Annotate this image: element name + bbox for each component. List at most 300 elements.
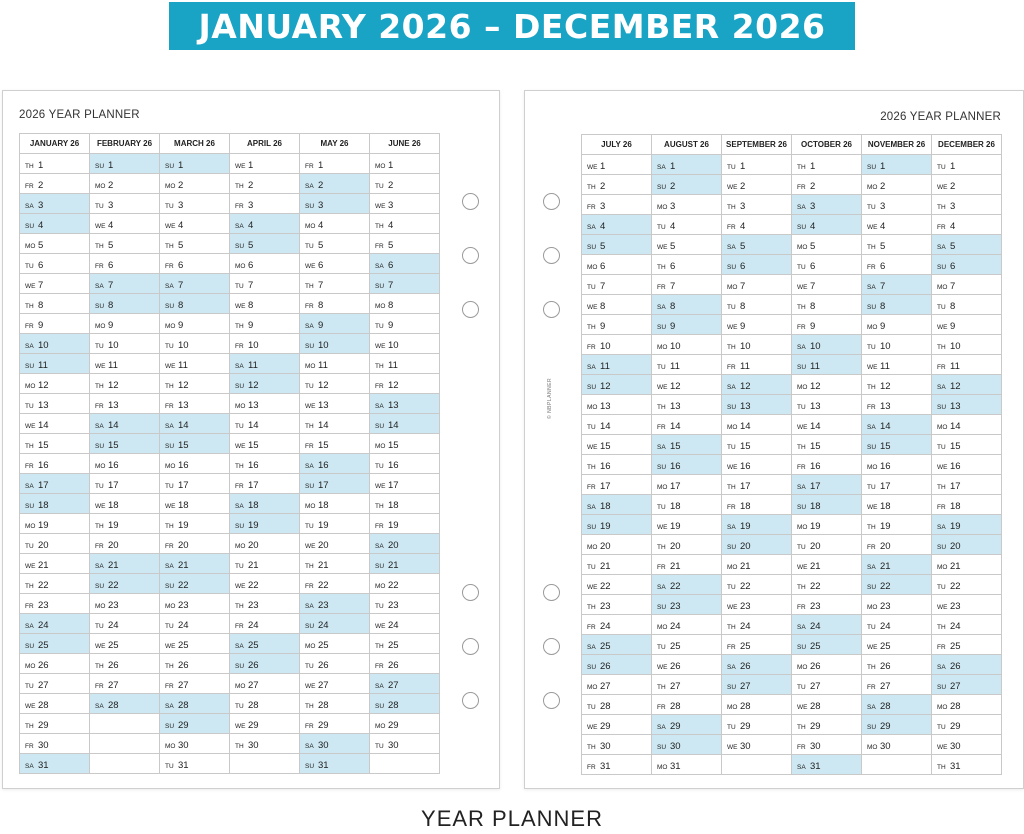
day-cell [160, 354, 230, 374]
day-cell [20, 634, 90, 654]
day-row [582, 635, 1002, 655]
day-number: 20 [670, 540, 681, 552]
weekday-label: WE [587, 583, 598, 591]
weekday-label: MO [867, 743, 878, 751]
weekday-label: SA [797, 623, 806, 631]
day-number: 9 [318, 319, 324, 331]
day-cell [862, 615, 932, 635]
day-cell [160, 334, 230, 354]
weekday-label: WE [25, 702, 36, 710]
day-number: 31 [670, 760, 681, 772]
day-cell [300, 194, 370, 214]
day-number: 11 [178, 359, 188, 371]
day-cell [160, 574, 230, 594]
day-row [20, 554, 440, 574]
day-number: 19 [388, 519, 399, 531]
weekday-label: MO [165, 742, 176, 750]
day-number: 3 [248, 199, 254, 211]
weekday-label: WE [587, 303, 598, 311]
day-cell [90, 314, 160, 334]
day-cell [862, 455, 932, 475]
day-cell [90, 454, 160, 474]
day-cell [160, 674, 230, 694]
day-number: 14 [810, 420, 821, 432]
weekday-label: TU [95, 482, 104, 490]
day-number: 26 [108, 659, 119, 671]
day-number: 22 [388, 579, 399, 591]
day-row [582, 435, 1002, 455]
day-cell [582, 455, 652, 475]
weekday-label: WE [95, 502, 106, 510]
day-cell [300, 214, 370, 234]
day-number: 5 [810, 240, 816, 252]
weekday-label: SA [375, 402, 384, 410]
day-number: 2 [600, 180, 606, 192]
day-cell [792, 595, 862, 615]
weekday-label: FR [727, 643, 736, 651]
day-cell [582, 175, 652, 195]
day-number: 11 [388, 359, 398, 371]
weekday-label: SU [657, 463, 667, 471]
weekday-label: SA [587, 363, 596, 371]
day-cell [300, 734, 370, 754]
day-number: 19 [318, 519, 329, 531]
day-cell [582, 155, 652, 175]
day-number: 23 [318, 599, 329, 611]
day-number: 26 [388, 659, 399, 671]
day-cell [20, 474, 90, 494]
day-cell [932, 335, 1002, 355]
day-cell [90, 594, 160, 614]
weekday-label: TH [657, 543, 666, 551]
weekday-label: WE [867, 643, 878, 651]
weekday-label: WE [25, 422, 36, 430]
day-number: 1 [880, 160, 886, 172]
day-cell [20, 314, 90, 334]
weekday-label: SA [25, 342, 34, 350]
day-cell [90, 294, 160, 314]
weekday-label: TH [867, 523, 876, 531]
day-number: 16 [38, 459, 49, 471]
day-row [582, 155, 1002, 175]
weekday-label: WE [95, 362, 106, 370]
weekday-label: FR [235, 482, 244, 490]
day-cell [230, 274, 300, 294]
day-number: 8 [880, 300, 886, 312]
day-number: 2 [108, 179, 114, 191]
day-cell [300, 514, 370, 534]
day-cell [582, 435, 652, 455]
weekday-label: TH [657, 263, 666, 271]
month-header: FEBRUARY 26 [90, 134, 160, 154]
day-cell [582, 255, 652, 275]
day-cell [652, 475, 722, 495]
weekday-label: TU [25, 682, 34, 690]
day-cell [932, 415, 1002, 435]
day-cell [792, 755, 862, 775]
day-cell [160, 594, 230, 614]
weekday-label: TU [587, 563, 596, 571]
weekday-label: FR [165, 682, 174, 690]
day-number: 17 [740, 480, 751, 492]
day-cell [90, 234, 160, 254]
day-cell [90, 334, 160, 354]
weekday-label: MO [727, 703, 738, 711]
day-cell [792, 675, 862, 695]
day-cell [932, 255, 1002, 275]
day-number: 13 [670, 400, 681, 412]
day-number: 26 [38, 659, 49, 671]
day-cell [722, 615, 792, 635]
binder-hole-icon [543, 247, 560, 264]
day-cell [722, 735, 792, 755]
day-cell [90, 154, 160, 174]
day-number: 23 [108, 599, 119, 611]
weekday-label: TH [657, 683, 666, 691]
weekday-label: FR [25, 462, 34, 470]
day-number: 4 [810, 220, 816, 232]
weekday-label: TH [797, 583, 806, 591]
weekday-label: SA [657, 443, 666, 451]
weekday-label: SA [657, 303, 666, 311]
day-cell [582, 535, 652, 555]
day-number: 18 [670, 500, 681, 512]
day-cell [652, 575, 722, 595]
weekday-label: SU [587, 243, 597, 251]
day-number: 29 [740, 720, 751, 732]
planner-page-jan-jun [2, 90, 500, 789]
day-number: 28 [178, 699, 189, 711]
day-number: 17 [880, 480, 891, 492]
day-number: 7 [318, 279, 324, 291]
day-number: 6 [108, 259, 114, 271]
day-cell [370, 714, 440, 734]
weekday-label: MO [305, 222, 316, 230]
month-grid-jul-dec [581, 134, 1002, 775]
day-number: 10 [248, 339, 259, 351]
day-number: 29 [880, 720, 891, 732]
weekday-label: WE [235, 722, 246, 730]
day-cell [582, 295, 652, 315]
day-cell [932, 435, 1002, 455]
weekday-label: TH [165, 382, 174, 390]
day-cell [90, 414, 160, 434]
day-number: 3 [950, 200, 956, 212]
day-cell [230, 534, 300, 554]
day-cell [652, 675, 722, 695]
day-row [20, 374, 440, 394]
day-number: 24 [880, 620, 891, 632]
weekday-label: TU [165, 202, 174, 210]
day-number: 12 [108, 379, 119, 391]
weekday-label: TH [867, 663, 876, 671]
day-number: 21 [318, 559, 329, 571]
weekday-label: WE [867, 503, 878, 511]
weekday-label: MO [587, 683, 598, 691]
binder-hole-icon [543, 638, 560, 655]
day-cell [370, 374, 440, 394]
day-number: 2 [880, 180, 886, 192]
day-cell [90, 254, 160, 274]
binder-hole-icon [462, 584, 479, 601]
day-number: 7 [248, 279, 254, 291]
day-cell [792, 175, 862, 195]
day-number: 27 [248, 679, 259, 691]
weekday-label: MO [375, 582, 386, 590]
weekday-label: SU [305, 482, 315, 490]
day-number: 12 [388, 379, 399, 391]
weekday-label: WE [165, 642, 176, 650]
weekday-label: SA [657, 723, 666, 731]
day-number: 6 [388, 259, 394, 271]
day-row [582, 255, 1002, 275]
day-cell [792, 575, 862, 595]
day-row [582, 375, 1002, 395]
weekday-label: SA [165, 562, 174, 570]
weekday-label: TH [797, 303, 806, 311]
weekday-label: SA [867, 563, 876, 571]
day-number: 2 [178, 179, 184, 191]
day-row [20, 254, 440, 274]
day-number: 8 [318, 299, 324, 311]
day-number: 22 [38, 579, 49, 591]
day-number: 8 [248, 299, 254, 311]
weekday-label: SA [937, 523, 946, 531]
day-cell [90, 274, 160, 294]
day-number: 30 [600, 740, 611, 752]
weekday-label: TH [25, 722, 34, 730]
day-cell [370, 474, 440, 494]
day-number: 16 [388, 459, 399, 471]
day-number: 25 [318, 639, 329, 651]
day-number: 6 [248, 259, 254, 271]
day-row [582, 595, 1002, 615]
weekday-label: TH [235, 462, 244, 470]
day-cell [90, 614, 160, 634]
day-cell [652, 535, 722, 555]
day-cell [230, 554, 300, 574]
weekday-label: WE [727, 323, 738, 331]
day-cell [722, 415, 792, 435]
day-cell [652, 435, 722, 455]
day-number: 9 [108, 319, 114, 331]
weekday-label: SA [305, 322, 314, 330]
weekday-label: WE [587, 443, 598, 451]
weekday-label: SU [797, 503, 807, 511]
day-cell [20, 274, 90, 294]
weekday-label: FR [95, 262, 104, 270]
day-cell [722, 495, 792, 515]
weekday-label: FR [305, 162, 314, 170]
day-cell [370, 494, 440, 514]
weekday-label: SA [25, 622, 34, 630]
day-cell [300, 494, 370, 514]
day-number: 6 [670, 260, 676, 272]
day-number: 1 [38, 159, 44, 171]
day-number: 10 [318, 339, 329, 351]
day-number: 20 [740, 540, 751, 552]
day-number: 5 [178, 239, 184, 251]
day-cell [90, 174, 160, 194]
weekday-label: MO [797, 523, 808, 531]
day-cell [300, 694, 370, 714]
image-caption: YEAR PLANNER [421, 806, 603, 831]
day-cell [792, 275, 862, 295]
day-number: 15 [388, 439, 399, 451]
day-cell [862, 495, 932, 515]
day-number: 10 [810, 340, 821, 352]
day-cell [160, 514, 230, 534]
weekday-label: SU [235, 522, 245, 530]
day-cell [582, 355, 652, 375]
weekday-label: WE [657, 523, 668, 531]
day-cell [582, 635, 652, 655]
day-cell [160, 634, 230, 654]
weekday-label: TU [95, 342, 104, 350]
weekday-label: SU [305, 762, 315, 770]
weekday-label: SU [587, 383, 597, 391]
day-cell [160, 374, 230, 394]
day-cell [932, 195, 1002, 215]
weekday-label: FR [25, 742, 34, 750]
weekday-label: MO [165, 462, 176, 470]
day-row [20, 654, 440, 674]
day-cell [792, 515, 862, 535]
day-cell [722, 435, 792, 455]
weekday-label: TU [165, 482, 174, 490]
day-row [582, 695, 1002, 715]
month-header: NOVEMBER 26 [862, 135, 932, 155]
weekday-label: SA [25, 202, 34, 210]
day-number: 28 [318, 699, 329, 711]
day-cell [300, 234, 370, 254]
weekday-label: FR [25, 322, 34, 330]
day-number: 5 [248, 239, 254, 251]
day-cell [370, 634, 440, 654]
day-number: 22 [318, 579, 329, 591]
weekday-label: SA [797, 343, 806, 351]
weekday-label: SU [375, 702, 385, 710]
day-cell [370, 294, 440, 314]
day-row [582, 175, 1002, 195]
day-number: 30 [740, 740, 751, 752]
day-cell [300, 474, 370, 494]
weekday-label: FR [95, 682, 104, 690]
day-cell [20, 734, 90, 754]
weekday-label: TU [587, 283, 596, 291]
day-cell [722, 695, 792, 715]
day-cell [862, 695, 932, 715]
weekday-label: FR [867, 263, 876, 271]
weekday-label: SU [587, 663, 597, 671]
day-number: 31 [950, 760, 961, 772]
day-number: 1 [318, 159, 324, 171]
day-number: 5 [388, 239, 394, 251]
day-number: 1 [950, 160, 956, 172]
day-number: 26 [178, 659, 189, 671]
weekday-label: TH [727, 623, 736, 631]
day-number: 1 [600, 160, 606, 172]
month-header: JANUARY 26 [20, 134, 90, 154]
day-cell [792, 615, 862, 635]
day-number: 14 [178, 419, 189, 431]
day-number: 23 [880, 600, 891, 612]
day-number: 26 [318, 659, 329, 671]
day-cell [300, 594, 370, 614]
day-number: 24 [740, 620, 751, 632]
day-number: 16 [740, 460, 751, 472]
weekday-label: WE [25, 282, 36, 290]
day-cell [862, 475, 932, 495]
day-number: 10 [740, 340, 751, 352]
weekday-label: SA [235, 222, 244, 230]
weekday-label: MO [587, 543, 598, 551]
day-cell [90, 534, 160, 554]
month-header: JUNE 26 [370, 134, 440, 154]
day-cell [160, 754, 230, 774]
day-number: 14 [318, 419, 329, 431]
day-cell [932, 675, 1002, 695]
day-number: 5 [950, 240, 956, 252]
weekday-label: WE [937, 743, 948, 751]
day-cell [300, 254, 370, 274]
day-cell [230, 694, 300, 714]
day-cell [160, 254, 230, 274]
weekday-label: MO [25, 382, 36, 390]
day-number: 2 [248, 179, 254, 191]
day-number: 13 [600, 400, 611, 412]
day-number: 23 [178, 599, 189, 611]
day-cell [582, 695, 652, 715]
weekday-label: WE [165, 362, 176, 370]
day-number: 10 [388, 339, 399, 351]
binder-hole-icon [462, 193, 479, 210]
day-cell [792, 455, 862, 475]
day-cell [652, 595, 722, 615]
weekday-label: MO [867, 603, 878, 611]
day-cell [160, 314, 230, 334]
day-cell [370, 234, 440, 254]
day-number: 27 [810, 680, 821, 692]
day-cell [722, 675, 792, 695]
day-number: 27 [318, 679, 329, 691]
day-number: 27 [670, 680, 681, 692]
day-cell [932, 355, 1002, 375]
page-title: 2026 YEAR PLANNER [880, 111, 1001, 123]
day-number: 18 [950, 500, 961, 512]
day-cell [932, 295, 1002, 315]
day-cell [932, 215, 1002, 235]
weekday-label: FR [305, 722, 314, 730]
day-number: 13 [740, 400, 751, 412]
day-row [20, 714, 440, 734]
weekday-label: TU [727, 583, 736, 591]
day-cell [582, 595, 652, 615]
day-number: 17 [178, 479, 189, 491]
day-cell [792, 375, 862, 395]
day-number: 11 [318, 359, 328, 371]
day-cell [230, 714, 300, 734]
day-number: 27 [388, 679, 399, 691]
day-number: 1 [740, 160, 746, 172]
day-number: 23 [248, 599, 259, 611]
day-cell [582, 415, 652, 435]
day-cell [230, 154, 300, 174]
day-cell [582, 515, 652, 535]
day-cell [722, 315, 792, 335]
day-cell [652, 655, 722, 675]
day-number: 14 [388, 419, 399, 431]
